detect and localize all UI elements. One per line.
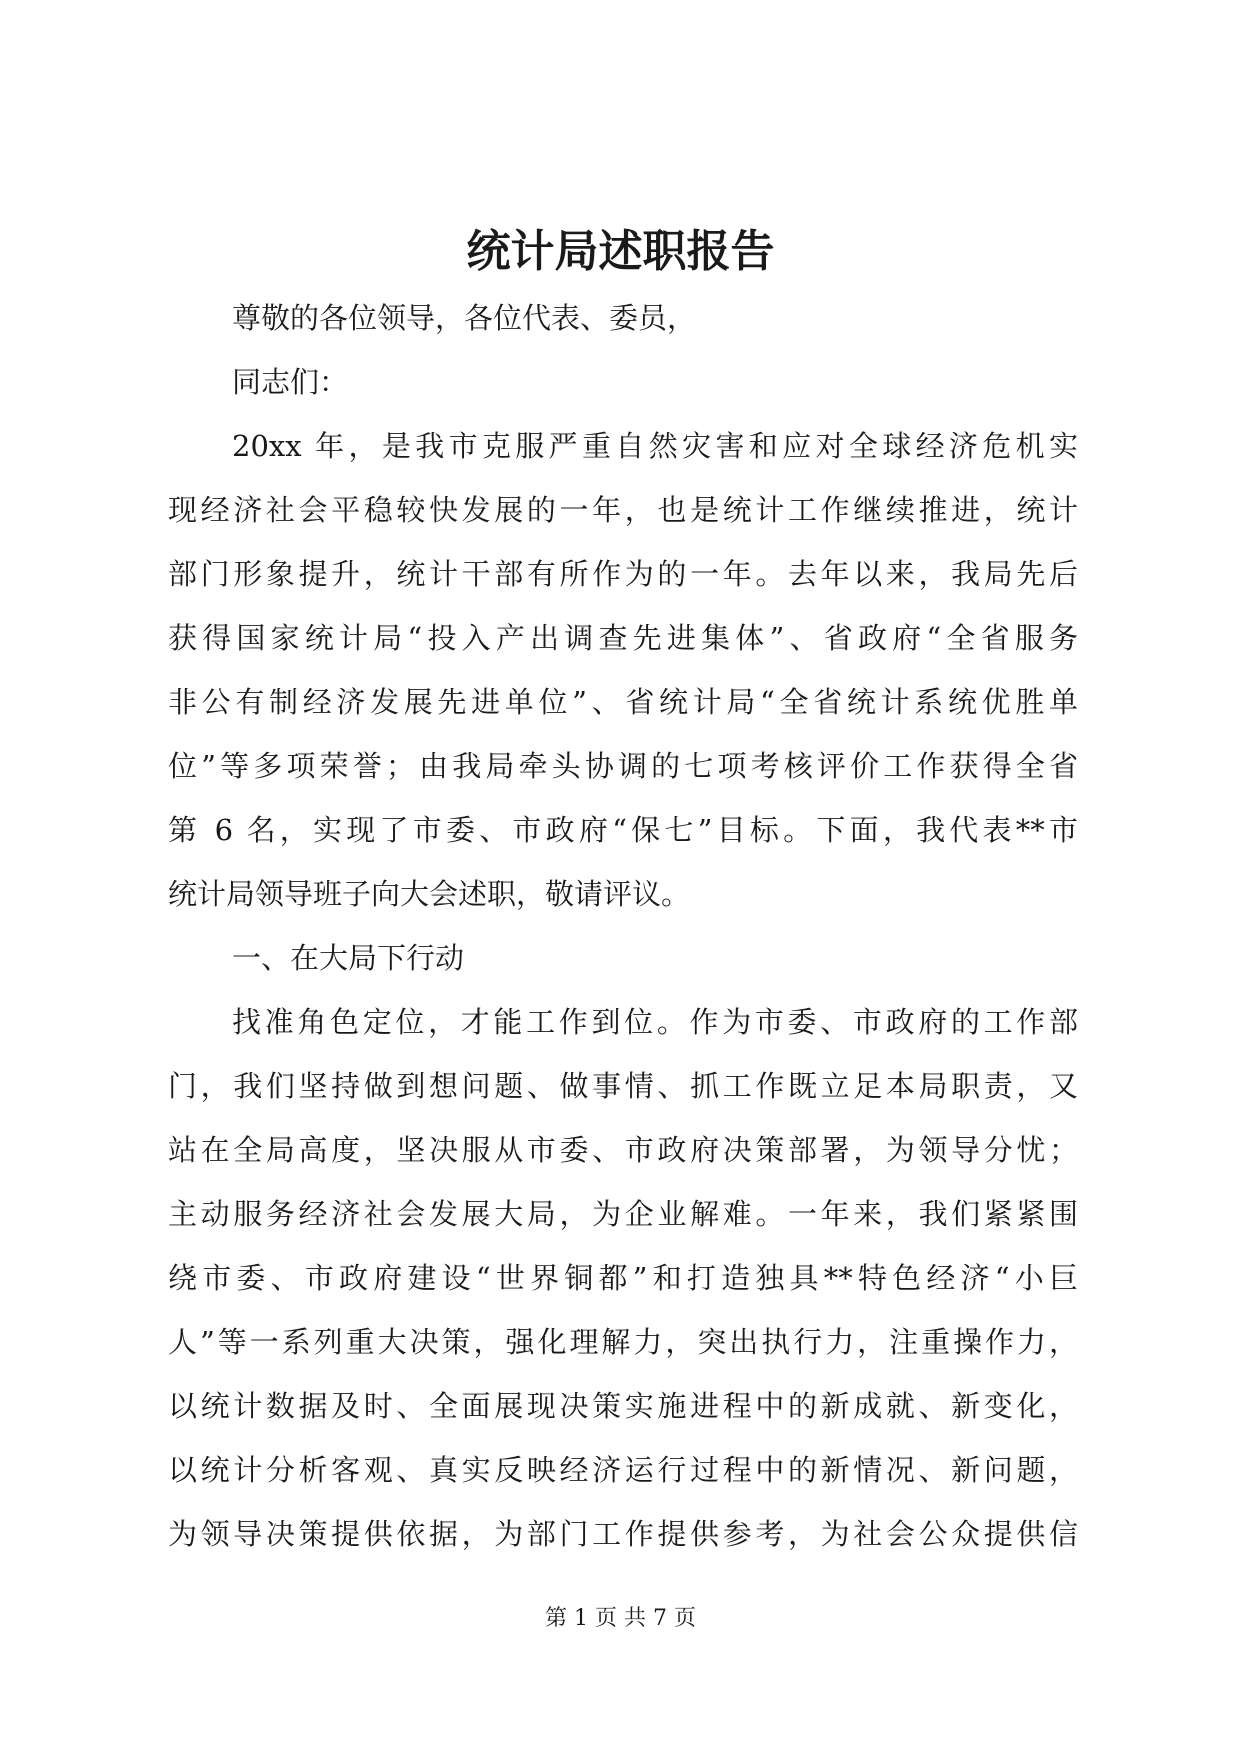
- paragraph-line: 20xx 年，是我市克服严重自然灾害和应对全球经济危机实: [232, 429, 1078, 463]
- paragraph-line: 找准角色定位，才能工作到位。作为市委、市政府的工作部: [232, 1005, 1078, 1039]
- paragraph-line: 站在全局高度，坚决服从市委、市政府决策部署，为领导分忧；: [168, 1133, 1078, 1167]
- paragraph-line: 部门形象提升，统计干部有所作为的一年。去年以来，我局先后: [168, 557, 1078, 591]
- paragraph-line: 以统计数据及时、全面展现决策实施进程中的新成就、新变化，: [168, 1389, 1078, 1423]
- paragraph-line: 为领导决策提供依据，为部门工作提供参考，为社会公众提供信: [168, 1517, 1078, 1551]
- paragraph-line: 现经济社会平稳较快发展的一年，也是统计工作继续推进，统计: [168, 493, 1078, 527]
- paragraph-line: 以统计分析客观、真实反映经济运行过程中的新情况、新问题，: [168, 1453, 1078, 1487]
- page-number-footer: 第 1 页 共 7 页: [545, 1606, 696, 1631]
- paragraph-line: 统计局领导班子向大会述职，敬请评议。: [168, 877, 691, 911]
- paragraph-line: 第 6 名，实现了市委、市政府“保七”目标。下面，我代表**市: [168, 813, 1078, 847]
- document-title: 统计局述职报告: [466, 226, 775, 277]
- section-heading: 一、在大局下行动: [232, 941, 465, 975]
- salutation-line: 尊敬的各位领导，各位代表、委员，: [232, 301, 697, 335]
- salutation-line: 同志们：: [232, 365, 349, 399]
- document-body: [168, 286, 1078, 1566]
- paragraph-line: 获得国家统计局“投入产出调查先进集体”、省政府“全省服务: [168, 621, 1078, 655]
- paragraph-line: 门，我们坚持做到想问题、做事情、抓工作既立足本局职责，又: [168, 1069, 1078, 1103]
- paragraph-line: 绕市委、市政府建设“世界铜都”和打造独具**特色经济“小巨: [168, 1261, 1078, 1295]
- paragraph-line: 人”等一系列重大决策，强化理解力，突出执行力，注重操作力，: [168, 1325, 1078, 1359]
- paragraph-line: 位”等多项荣誉；由我局牵头协调的七项考核评价工作获得全省: [168, 749, 1078, 783]
- paragraph-line: 非公有制经济发展先进单位”、省统计局“全省统计系统优胜单: [168, 685, 1078, 719]
- paragraph-line: 主动服务经济社会发展大局，为企业解难。一年来，我们紧紧围: [168, 1197, 1078, 1231]
